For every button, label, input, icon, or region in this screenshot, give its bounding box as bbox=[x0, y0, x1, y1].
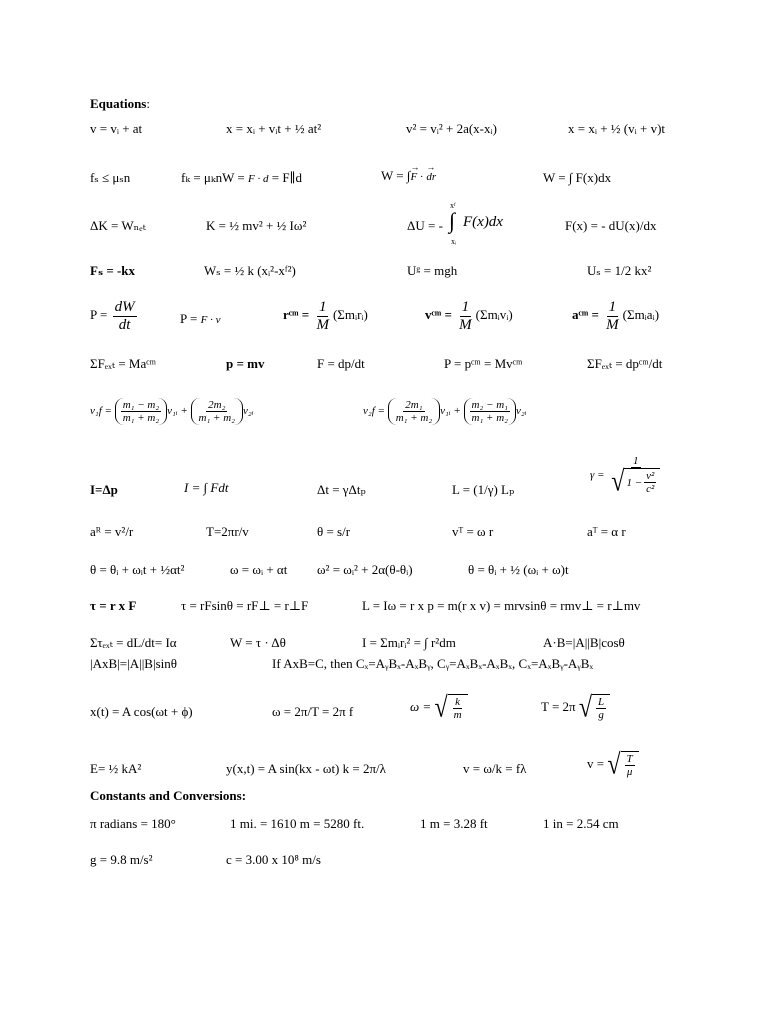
kinematics-velocity: v = vᵢ + at bbox=[90, 121, 143, 136]
power-derivative bbox=[90, 299, 139, 333]
meter-conversion: 1 m = 3.28 ft bbox=[420, 816, 488, 831]
hookes-law: Fₛ = -kx bbox=[90, 263, 136, 278]
fraction-numerator: 1 bbox=[318, 299, 327, 315]
omega-label: ω = bbox=[410, 699, 435, 715]
mile-conversion: 1 mi. = 1610 m = 5280 ft. bbox=[230, 816, 365, 831]
v2f-lhs: v₂f = bbox=[363, 405, 385, 418]
radical-icon: √ bbox=[434, 692, 448, 724]
radicand bbox=[448, 694, 468, 722]
center-of-mass-acceleration bbox=[572, 299, 659, 333]
fraction-denominator: m₁ + m₂ bbox=[395, 412, 433, 425]
fraction-numerator: dW bbox=[114, 299, 135, 315]
fraction-numerator: T bbox=[626, 753, 633, 765]
v2i-term: v₂ᵢ bbox=[516, 405, 527, 418]
mass-ratio-paren bbox=[191, 398, 243, 425]
fraction-numerator: 2m₂ bbox=[208, 399, 226, 411]
kinetic-friction-and-work bbox=[181, 171, 302, 185]
impulse: I=Δp bbox=[90, 482, 118, 497]
square-root bbox=[579, 694, 610, 722]
fraction-numerator: 1 bbox=[608, 299, 617, 315]
fraction-denominator bbox=[609, 468, 662, 496]
centripetal-acceleration: aᴿ = v²/r bbox=[90, 524, 134, 539]
k-over-m-fraction bbox=[452, 696, 464, 721]
v1i-term: v₁ᵢ + bbox=[440, 405, 461, 418]
power-label: P = bbox=[90, 306, 111, 322]
gravity-constant: g = 9.8 m/s² bbox=[90, 852, 153, 867]
fraction-denominator: c² bbox=[646, 483, 655, 496]
mass-difference-fraction bbox=[121, 399, 161, 424]
dot-operator: · bbox=[417, 171, 427, 183]
work-energy-theorem: ΔK = Wₙₑₜ bbox=[90, 218, 146, 233]
square-root bbox=[607, 751, 638, 779]
fraction-denominator: m bbox=[453, 709, 462, 722]
rcm-label: rᶜᵐ = bbox=[283, 306, 313, 322]
equations-heading: Equations bbox=[90, 96, 147, 111]
tangential-acceleration: aᵀ = α r bbox=[587, 524, 626, 539]
rotational-velocity-squared: ω² = ωᵢ² + 2α(θ-θᵢ) bbox=[317, 562, 413, 577]
vcm-sum: (Σmᵢvᵢ) bbox=[475, 306, 513, 322]
shm-position: x(t) = A cos(ωt + ϕ) bbox=[90, 704, 193, 719]
fraction-denominator: dt bbox=[118, 316, 131, 333]
radical-icon: √ bbox=[611, 466, 625, 498]
v2i-term: v₂ᵢ bbox=[243, 405, 254, 418]
torque-vector: τ = r x F bbox=[90, 598, 137, 613]
rotational-work: W = τ · Δθ bbox=[230, 635, 286, 650]
impulse-integral: I = ∫ Fdt bbox=[184, 480, 229, 495]
angular-momentum: L = Iω = r x p = m(r x v) = mrvsinθ = rmv⊥ = r⊥mv bbox=[362, 598, 641, 613]
rcm-sum: (Σmᵢrᵢ) bbox=[332, 306, 368, 322]
kinematics-average-velocity: x = xᵢ + ½ (vᵢ + v)t bbox=[568, 121, 666, 136]
newtons-second-law-system: ΣFₑₓₜ = Maᶜᵐ bbox=[90, 356, 156, 371]
square-root bbox=[611, 468, 660, 496]
string-wave-speed bbox=[587, 751, 639, 779]
mass-difference-fraction bbox=[470, 399, 510, 424]
v2-over-c2-fraction bbox=[644, 470, 656, 495]
gravitational-pe: Uᵍ = mgh bbox=[407, 263, 458, 278]
work-label: W = bbox=[222, 170, 248, 185]
work-integral bbox=[381, 169, 436, 183]
fraction-numerator: m₂ − m₁ bbox=[471, 399, 508, 411]
cross-product-magnitude: |AxB|=|A||B|sinθ bbox=[90, 656, 177, 671]
radical-icon: √ bbox=[578, 692, 593, 724]
fraction-numerator: 2m₁ bbox=[405, 399, 423, 411]
tangential-velocity: vᵀ = ω r bbox=[452, 524, 494, 539]
work-dot-product: F · d bbox=[248, 173, 269, 185]
external-force-momentum-rate: ΣFₑₓₜ = dpᶜᵐ/dt bbox=[587, 356, 663, 371]
acm-sum: (Σmᵢaᵢ) bbox=[622, 306, 660, 322]
radicand bbox=[592, 694, 610, 722]
fraction-denominator: m₁ + m₂ bbox=[122, 412, 160, 425]
total-momentum: P = pᶜᵐ = Mvᶜᵐ bbox=[444, 356, 523, 371]
integral-lower-limit: xᵢ bbox=[451, 237, 457, 246]
fraction-denominator: m₁ + m₂ bbox=[471, 412, 508, 425]
force-vector: → F bbox=[410, 172, 417, 183]
wave-speed: v = ω/k = fλ bbox=[463, 761, 527, 776]
kinetic-friction: fₖ = μₖn bbox=[181, 170, 223, 185]
mass-ratio-paren bbox=[388, 398, 440, 425]
angular-frequency: ω = 2π/T = 2π f bbox=[272, 704, 354, 719]
center-of-mass-velocity bbox=[425, 299, 513, 333]
fraction-denominator: m₁ + m₂ bbox=[198, 412, 235, 425]
force-momentum-rate: F = dp/dt bbox=[317, 356, 365, 371]
rotational-angle: θ = θᵢ + ωᵢt + ½αt² bbox=[90, 562, 185, 577]
v1i-term: v₁ᵢ + bbox=[167, 405, 188, 418]
displacement-vector: → dr bbox=[426, 172, 436, 183]
spring-work: Wₛ = ½ k (xᵢ²-xᶠ²) bbox=[204, 263, 296, 278]
radicand bbox=[624, 468, 660, 496]
integral-sign: ∫ bbox=[449, 208, 456, 233]
one-over-m-fraction bbox=[604, 299, 621, 333]
mass-ratio-paren bbox=[115, 398, 167, 425]
heading-colon: : bbox=[146, 96, 150, 111]
arc-angle: θ = s/r bbox=[317, 524, 351, 539]
spring-angular-frequency bbox=[410, 694, 468, 722]
fraction-denominator: g bbox=[598, 709, 604, 722]
fraction-numerator: 1 bbox=[461, 299, 470, 315]
period-label: T = 2π bbox=[541, 699, 579, 715]
fraction-numerator: L bbox=[598, 696, 605, 708]
kinematics-position: x = xᵢ + vᵢt + ½ at² bbox=[226, 121, 322, 136]
work-parallel: = F∥d bbox=[268, 170, 303, 185]
force-dot-velocity: F · v bbox=[200, 314, 221, 326]
work-integral-lhs: W = ∫ bbox=[381, 168, 411, 183]
momentum: p = mv bbox=[226, 356, 265, 371]
fraction-denominator: μ bbox=[626, 766, 633, 779]
fraction-denominator: M bbox=[316, 316, 329, 333]
one-over-m-fraction bbox=[457, 299, 474, 333]
square-root bbox=[434, 694, 467, 722]
v1f-lhs: v₁f = bbox=[90, 405, 112, 418]
fraction-numerator: v² bbox=[646, 470, 655, 483]
vcm-label: vᶜᵐ = bbox=[425, 306, 456, 322]
radicand-one-minus: 1 − bbox=[626, 476, 643, 489]
torque-magnitude: τ = rFsinθ = rF⊥ = r⊥F bbox=[181, 598, 309, 613]
two-m2-fraction bbox=[197, 399, 237, 424]
mass-ratio-paren bbox=[464, 398, 516, 425]
power-dot-product bbox=[180, 312, 220, 326]
l-over-g-fraction bbox=[596, 696, 606, 721]
one-over-m-fraction bbox=[314, 299, 331, 333]
dw-dt-fraction bbox=[113, 299, 137, 333]
kinematics-velocity-squared: v² = vᵢ² + 2a(x-xᵢ) bbox=[406, 121, 497, 136]
fraction-numerator: m₁ − m₂ bbox=[122, 399, 160, 411]
fraction-denominator: M bbox=[459, 316, 472, 333]
elastic-collision-v1f bbox=[90, 398, 253, 425]
two-m1-fraction bbox=[394, 399, 434, 424]
t-over-mu-fraction bbox=[625, 753, 635, 778]
length-contraction: L = (1/γ) Lₚ bbox=[452, 482, 515, 497]
spring-pe: Uₛ = 1/2 kx² bbox=[587, 263, 652, 278]
cross-product-components: If AxB=C, then Cₓ=AᵧBₓ-AₓBᵧ, Cᵧ=AₓBₓ-AₓBₓ, Cₓ=AₓBᵧ-AᵧBₓ bbox=[272, 656, 594, 671]
radicand bbox=[621, 751, 639, 779]
equations-heading-line bbox=[90, 97, 150, 110]
fraction-numerator: 1 bbox=[633, 455, 639, 467]
speed-of-light: c = 3.00 x 10⁸ m/s bbox=[226, 852, 321, 867]
radians-conversion: π radians = 180° bbox=[90, 816, 176, 831]
center-of-mass-position bbox=[283, 299, 368, 333]
moment-of-inertia: I = Σmᵢrᵢ² = ∫ r²dm bbox=[362, 635, 456, 650]
power-label-2: P = bbox=[180, 311, 201, 326]
constants-heading: Constants and Conversions: bbox=[90, 788, 247, 803]
lorentz-factor bbox=[590, 455, 664, 496]
wave-function: y(x,t) = A sin(kx - ωt) k = 2π/λ bbox=[226, 761, 386, 776]
kinetic-energy: K = ½ mv² + ½ Iω² bbox=[206, 218, 307, 233]
time-dilation: Δt = γΔtₚ bbox=[317, 482, 366, 497]
inch-conversion: 1 in = 2.54 cm bbox=[543, 816, 619, 831]
fraction-numerator: k bbox=[455, 696, 461, 708]
rotational-average: θ = θᵢ + ½ (ωᵢ + ω)t bbox=[468, 562, 569, 577]
dot-product: A·B=|A||B|cosθ bbox=[543, 635, 625, 650]
pendulum-period bbox=[541, 694, 610, 722]
elastic-collision-v2f bbox=[363, 398, 526, 425]
newtons-law-rotation: Στₑₓₜ = dL/dt= Iα bbox=[90, 635, 177, 650]
acm-label: aᶜᵐ = bbox=[572, 306, 603, 322]
shm-energy: E= ½ kA² bbox=[90, 761, 142, 776]
fraction-denominator: M bbox=[606, 316, 619, 333]
rotational-velocity: ω = ωᵢ + αt bbox=[230, 562, 288, 577]
v-label: v = bbox=[587, 756, 608, 772]
static-friction: fₛ ≤ μₛn bbox=[90, 170, 131, 185]
potential-energy-integrand: F(x)dx bbox=[463, 214, 503, 230]
radical-icon: √ bbox=[607, 749, 621, 781]
force-from-potential: F(x) = - dU(x)/dx bbox=[565, 218, 657, 233]
integral-upper-limit: xᶠ bbox=[450, 201, 456, 210]
period: T=2πr/v bbox=[206, 524, 249, 539]
potential-energy-change-label: ΔU = - bbox=[407, 218, 443, 233]
gamma-fraction bbox=[609, 455, 662, 496]
work-of-variable-force: W = ∫ F(x)dx bbox=[543, 170, 612, 185]
gamma-label: γ = bbox=[590, 469, 608, 482]
